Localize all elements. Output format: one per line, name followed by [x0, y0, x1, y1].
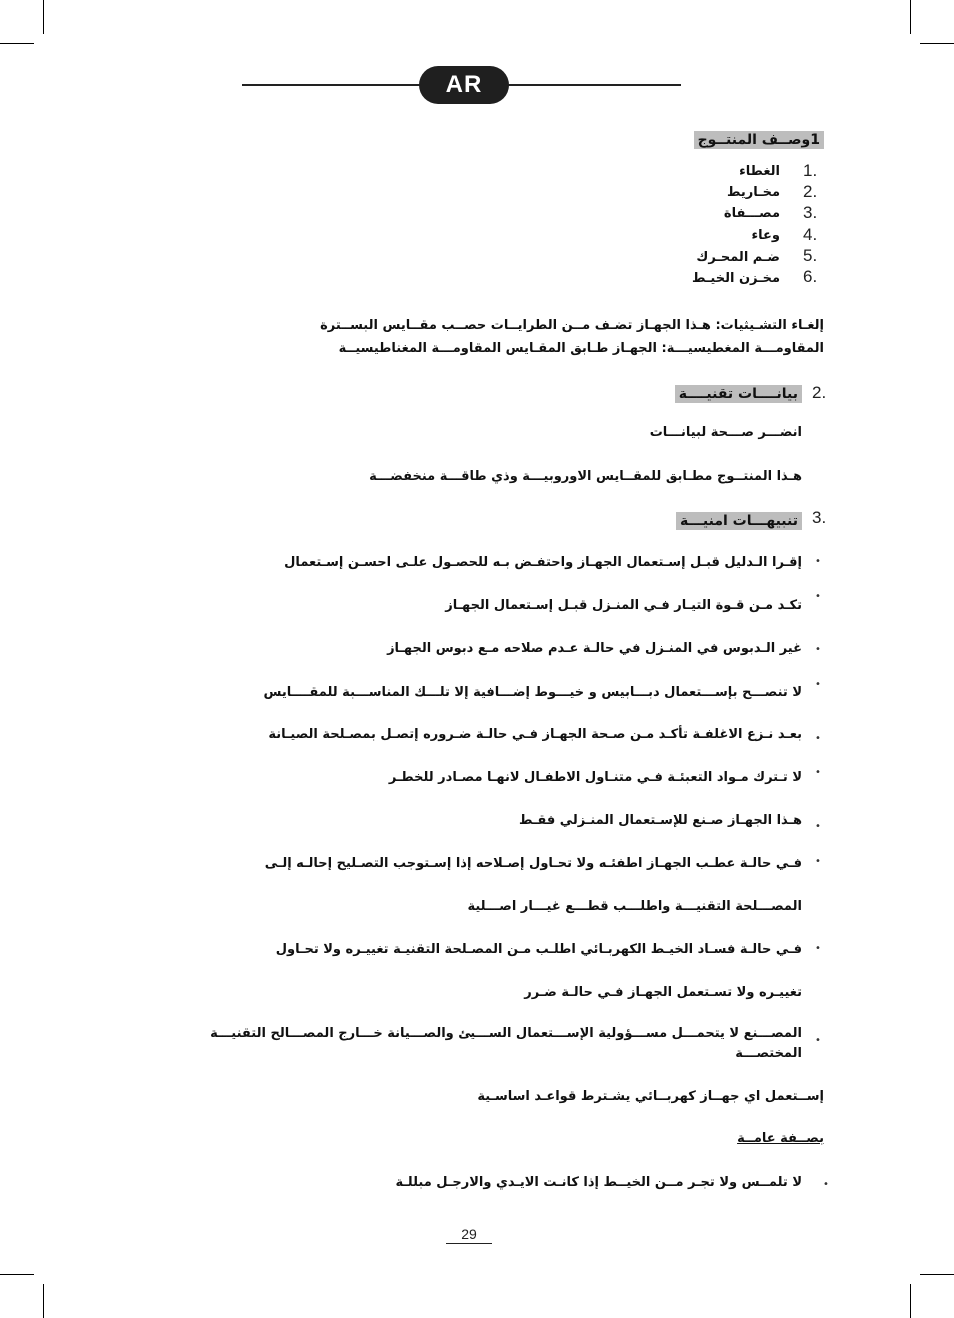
crop-mark	[43, 1284, 44, 1318]
bullet-marker: •	[823, 1179, 829, 1190]
list-number: 3.	[803, 203, 818, 222]
list-item: إقـرا الـدليل قبـل إسـتعمال الجهـاز واحتفـض بـه للحصـول علـى احسـن إسـتعمال	[284, 555, 802, 570]
crop-mark	[910, 1284, 911, 1318]
list-item: لا تـترك مـواد التعبئـة فـي متنـاول الاطفـال لانهـا مصـادر للخطـر	[388, 770, 802, 785]
page-number: 29	[446, 1226, 492, 1244]
general-heading: بصــفة عامــة	[737, 1131, 824, 1146]
section3-title: تنبيهـــات امنيـــة	[676, 512, 802, 530]
list-item: الغطاء	[739, 164, 780, 179]
section2-title-row	[675, 383, 802, 402]
paragraph-line: هـذا المنتــوج مطـابق للمقــايس الاوروبيـــة وذي طاقـــة منخفضـــة	[369, 469, 802, 484]
bullet-marker: •	[815, 821, 821, 832]
paragraph-line: انضـــر صـــحة لبيانـــات	[649, 425, 802, 440]
list-item: مصـــفاة	[723, 206, 780, 221]
list-item: مخـاريط	[726, 185, 780, 200]
list-item-continuation: تغييـره ولا تسـتعمل الجهـاز فـي حالـة ضـرر	[524, 985, 802, 1000]
list-number: 6.	[803, 267, 818, 286]
bullet-marker: •	[815, 591, 821, 602]
list-item: تكـد مـن قـوة التيـار فـي المنـزل قبـل إسـتعمال الجهـاز	[445, 598, 802, 613]
list-item: لا تنصـــح بإســـتعمال دبـــابيس و خيـــوط إضـــافية إلا تلـــك المناســـبة للمقــــايس	[263, 685, 802, 700]
bullet-marker: •	[815, 856, 821, 867]
section2-title: بيانــــات تقنيــــة	[675, 385, 802, 403]
crop-mark	[43, 0, 44, 34]
list-item: بعـد نـزع الاغلفـة تأكـد مـن صـحة الجهـاز فـي حالـة ضـروره إتصـل بمصـلحة الصيـانة	[268, 727, 802, 742]
list-item: المصـــنع لا يتحمـــل مســـؤولية الإســـتعمال الســـيئ والصـــيانة خـــارج المصـــالح التقنيـــة	[210, 1026, 802, 1041]
list-number: 1.	[803, 161, 818, 180]
list-item: فـي حالـة عطـب الجهـاز اطفئـه ولا تحـاول إصـلاحه إذا إسـتوجب التصـليح إحالـه إلـى	[264, 856, 802, 871]
list-item: فـي حالـة فسـاد الخيـط الكهربـائي اطلـب مـن المصـلحة التقنيـة تغييـره ولا تحـاول	[275, 942, 802, 957]
language-badge: AR	[419, 66, 509, 104]
bullet-marker: •	[815, 767, 821, 778]
crop-mark	[0, 43, 34, 44]
section3-title-row	[676, 510, 802, 529]
list-number: 2.	[803, 182, 818, 201]
section1-title-row	[694, 129, 824, 148]
list-number: 5.	[803, 246, 818, 265]
bullet-marker: •	[815, 1035, 821, 1046]
bullet-marker: •	[815, 943, 821, 954]
note-line: إلغـاء التشـيثيات: هـذا الجهـاز تضـف مــن الطرايــات حصــب مقــايس البســترة	[320, 318, 824, 333]
bullet-marker: •	[815, 679, 821, 690]
section2-number: 2.	[812, 383, 827, 402]
header-rule-left	[242, 84, 422, 86]
list-item-continuation: المختصـــة	[735, 1046, 802, 1061]
section1-title: 1وصــف المنتــوج	[694, 131, 824, 149]
list-number: 4.	[803, 225, 818, 244]
list-item: هـذا الجهـاز صـنع للإسـتعمال المنـزلي فقـط	[519, 813, 802, 828]
list-item: ضـم المحـرك	[696, 250, 780, 265]
crop-mark	[0, 1274, 34, 1275]
list-item: وعاء	[751, 228, 780, 243]
bullet-marker: •	[815, 644, 821, 655]
crop-mark	[910, 0, 911, 34]
note-line: المقاومـــة المغطيسيـــة: الجهـاز طـابق المقـايس المقاومـــة المغناطيسيــة	[338, 341, 824, 356]
list-item: لا تلمــس ولا تجـر مــن الخيــط إذا كانـت الايـدي والارجـل مبللـة	[395, 1175, 802, 1190]
list-item: غير الـدبوس في المنـزل في حالـة عـدم صلاحه مـع دبوس الجهـاز	[387, 641, 802, 656]
rule-statement: إســتعمل اي جهــاز كهربــائي يشـترط قواعـد اساسـية	[477, 1089, 824, 1104]
bullet-marker: •	[815, 556, 821, 567]
crop-mark	[920, 1274, 954, 1275]
crop-mark	[920, 43, 954, 44]
bullet-marker: •	[815, 733, 821, 744]
list-item-continuation: المصـــلحة التقنيـــة واطلـــب قطـــع غيـــار اصـــلية	[467, 899, 802, 914]
section3-number: 3.	[812, 508, 827, 527]
header-rule-right	[505, 84, 681, 86]
list-item: مخـزن الخيـط	[692, 271, 780, 286]
